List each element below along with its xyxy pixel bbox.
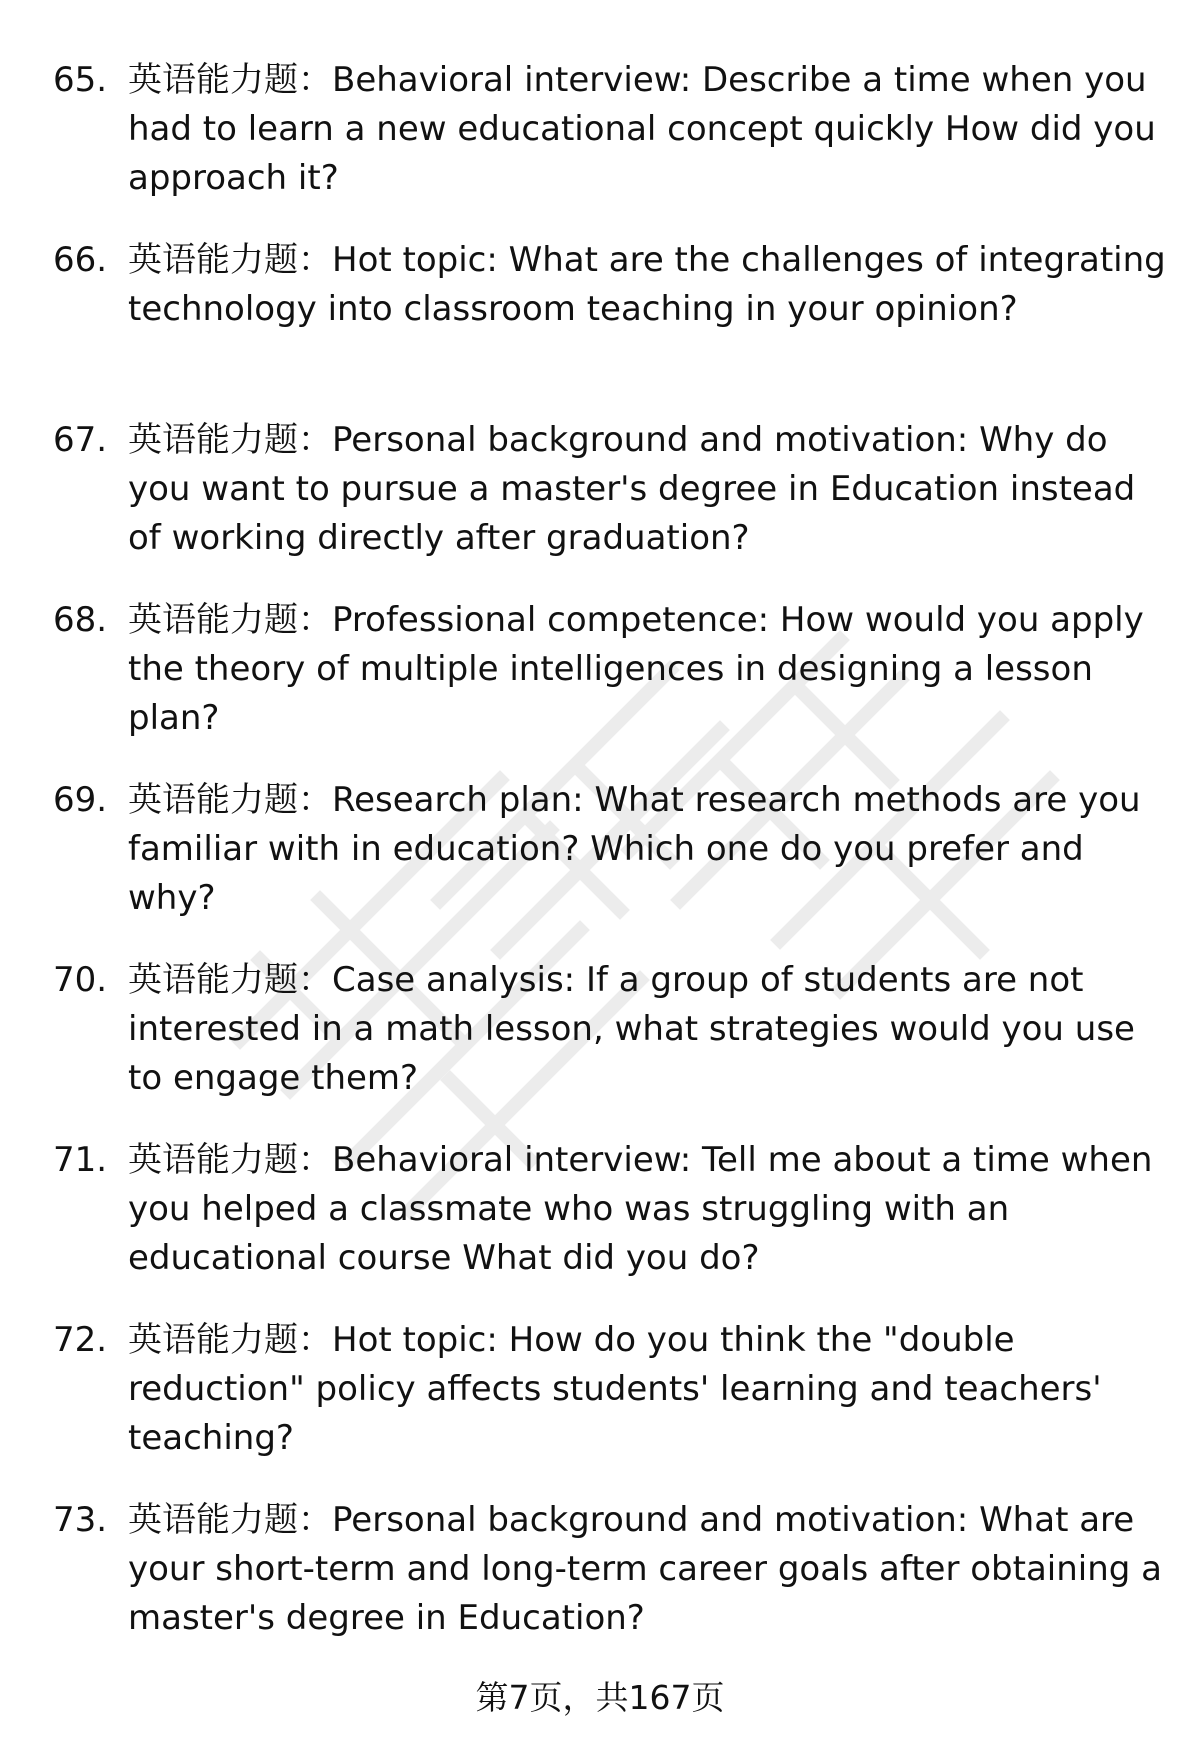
question-item: [0, 776, 1200, 956]
question-text: Research plan: What research methods are you familiar with in education? Which one do you prefer and why?: [128, 780, 1141, 918]
question-body: [128, 56, 1168, 203]
question-text: Hot topic: What are the challenges of integrating technology into classroom teaching in your opinion?: [128, 240, 1166, 329]
question-item: [0, 416, 1200, 596]
question-number: 67.: [53, 420, 108, 460]
question-number: 71.: [53, 1140, 108, 1180]
question-text: Case analysis: If a group of students are not interested in a math lesson, what strategies would you use to engage them?: [128, 960, 1135, 1098]
question-number: 69.: [53, 780, 108, 820]
question-category: 英语能力题：: [128, 960, 332, 1000]
question-body: [128, 236, 1168, 334]
question-category: 英语能力题：: [128, 1320, 332, 1360]
question-text: Behavioral interview: Describe a time when you had to learn a new educational concept quickly How did you approach it?: [128, 60, 1156, 198]
question-item: [0, 956, 1200, 1136]
question-item: [0, 1316, 1200, 1496]
question-number: 72.: [53, 1320, 108, 1360]
question-item: [0, 1496, 1200, 1676]
question-body: [128, 416, 1168, 563]
question-category: 英语能力题：: [128, 600, 332, 640]
question-text: Professional competence: How would you apply the theory of multiple intelligences in designing a lesson plan?: [128, 600, 1144, 738]
question-body: [128, 956, 1168, 1103]
question-number: 70.: [53, 960, 108, 1000]
question-item: [0, 1136, 1200, 1316]
question-category: 英语能力题：: [128, 240, 332, 280]
question-item: [0, 236, 1200, 416]
question-body: [128, 776, 1168, 923]
question-body: [128, 596, 1168, 743]
question-item: [0, 596, 1200, 776]
question-number: 73.: [53, 1500, 108, 1540]
question-item: [0, 56, 1200, 236]
question-category: 英语能力题：: [128, 420, 332, 460]
question-body: [128, 1316, 1168, 1463]
question-list: [0, 56, 1200, 1676]
question-text: Behavioral interview: Tell me about a time when you helped a classmate who was struggling with an educational course What did you do?: [128, 1140, 1153, 1278]
question-text: Personal background and motivation: Why do you want to pursue a master's degree in Education instead of working directly after graduation?: [128, 420, 1136, 558]
question-number: 68.: [53, 600, 108, 640]
question-category: 英语能力题：: [128, 780, 332, 820]
question-body: [128, 1136, 1168, 1283]
question-category: 英语能力题：: [128, 1500, 332, 1540]
page-footer: 第7页，共167页: [475, 1678, 725, 1717]
question-category: 英语能力题：: [128, 1140, 332, 1180]
question-text: Personal background and motivation: What are your short-term and long-term career goals after obtaining a master's degree in Education?: [128, 1500, 1163, 1638]
question-text: Hot topic: How do you think the "double reduction" policy affects students' learning and teachers' teaching?: [128, 1320, 1102, 1458]
question-category: 英语能力题：: [128, 60, 332, 100]
question-number: 65.: [53, 60, 108, 100]
question-body: [128, 1496, 1168, 1643]
question-number: 66.: [53, 240, 108, 280]
